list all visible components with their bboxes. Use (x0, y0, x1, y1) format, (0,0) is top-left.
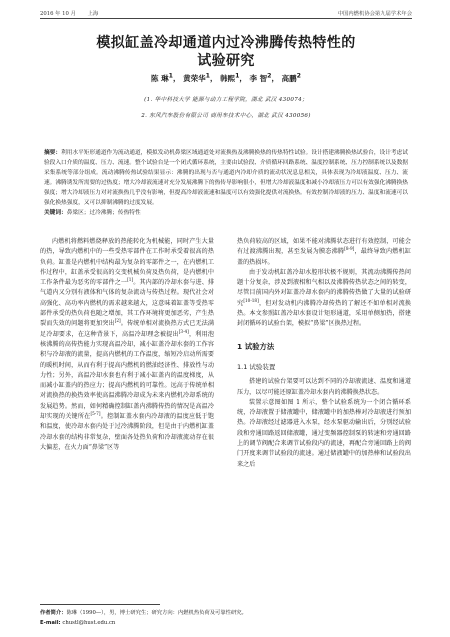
affiliation-1: (1. 华中科技大学 能源与动力工程学院，湖北 武汉 430074； (144, 97, 308, 103)
abstract-text: 利用水平矩形通道作为流动通道，模拟发动机鼻梁区域通道处对流换热及沸腾换热的传热特性试验。设计搭建沸腾换热试验台，设计考虑试验段入口介质的温度、压力、流速。整个试验台是一个闭式循环系统，主要由试验段、介质循环回路系统、温度控制系统、压力控制系统以及数据采集系统等部分组成。流动沸腾传热试验结果显示：沸腾的出现与否与通道内冷却介质的流动状况息息相关，具体表现为冷却液温度、压力、流速。沸腾诱发所需要的过热度；增大冷却液流速对充分发展沸腾下的热传导影响很小，但增大冷却液温度和减小冷却液压力可以有效强化沸腾换热强度；增大冷却液压力对对流换热几乎没有影响，但提高冷却液流速和温度可以有效强化提供对流换热。有效控制冷却液的压力、温度和流速可以强化换热强度，又可以抑制沸腾的过度发展。 (44, 150, 408, 206)
keywords-label: 关键词： (44, 210, 67, 216)
author: 李 智$^2$ (249, 72, 272, 83)
body-column-left (40, 237, 214, 453)
author-list: 陈 琳$^1$， 黄荣华$^1$， 韩熙$^1$， 李 智$^2$， 高鹏$^2$ (150, 72, 302, 83)
email-label: E-mail: (40, 620, 61, 626)
keywords-text: 鼻梁区；过冷沸腾；传热特性 (66, 210, 141, 216)
body-paragraph: 装置示意图如图 1 所示，整个试验系统为一个闭合循环系统，冷却液置于储液罐中，储液罐中的加热棒对冷却液进行预加热。冷却液经过滤器进入水泵，经水泵驱动输出后，分别经试验段和旁通回路返回储液罐，通过变频器控制泵的转速和旁通回路上的调节阀配合来调节试验段内的流速，再配合旁通回路上的阀门开度来调节试验段的流速。通过储液罐中的加热棒和试验段出来之后 (237, 398, 411, 468)
author: 高鹏$^2$ (281, 72, 302, 83)
title-line-2: 试验研究 (197, 53, 255, 69)
header-proceedings: 中国内燃机协会第九届学术年会 (337, 11, 412, 17)
footnote-rule (40, 604, 160, 605)
keywords (44, 207, 408, 216)
author-footnote: 作者简介：陈琳（1990—），男，博士研究生；研究方向：内燃机热负荷及可靠性研究。 (40, 610, 247, 616)
email-address: chustl@hust.edu.cn (62, 620, 116, 626)
running-header (40, 9, 412, 17)
header-rule (40, 18, 412, 19)
section-heading: 1 试验方法 (237, 341, 275, 351)
header-city: 上海 (87, 11, 99, 17)
body-paragraph: 由于发动机缸盖冷却水腔形状极不规则，其流动沸腾传热问题十分复杂，涉及到液相和气相以及沸腾传热状态之间的转变，尽管目前国内外对缸盖冷却水套内的沸腾传热做了大量的试验研究[10-18]，但对发动机内沸腾冷却传热的了解还不如单相对流换热。本文参照缸盖冷却水套设计矩形通道，采用单侧加热，搭建封闭循环的试验台架，模拟“鼻梁”区换热过程。 (237, 268, 412, 328)
body-paragraph: 内燃机将燃料燃烧释放的热能转化为机械能，同时产生大量的热，导致内燃机中的一些受热零部件在工作时承受着很高的热负荷。缸盖是内燃机中结构最为复杂的零部件之一，在内燃机工作过程中，缸盖承受很高的交变机械负荷及热负荷，是内燃机中工作条件最为恶劣的零部件之一[1]。其内部的冷却水套与进、排气道内又分别有液体和气体的复杂流动与传热过程。现代社会对高强化、高功率内燃机的需求越来越大，这意味着缸盖等受热零部件承受的热负荷也随之增加，其工作环境将更加恶劣，产生热裂而失效的问题将更加突出[2]。传统单相对流换热方式已无法满足冷却要求，在这种背景下，高温冷却理念被提出[3-4]，利用泡核沸腾的高传热能力实现高温冷却，减小缸盖冷却水套的工作容积与冷却液的流量，提高内燃机的工作温度，缩短冷启动所需要的暖机时间，从而有利于提高内燃机的燃油经济性、排放性与动力性；另外，高温冷却水套也有利于减小缸盖内的温度梯度，从而减小缸盖内的热应力；提高内燃机的可靠性。远高于传统单相对流换热的换热效率使高温沸腾冷却成为未来内燃机冷却系统的发展趋势。然而，如何精确控制缸盖内沸腾传热的情况是高温冷却实现的关键所在[5-7]。控制缸盖水套内冷却液的温度应低于饱和温度，使冷却水套内处于过冷沸腾阶段，但是由于内燃机缸盖冷却水套的结构非常复杂，壁面各处热负荷和冷却液流动存在很大偏差，在火力面“鼻梁”区等 (40, 238, 215, 451)
body-paragraph: 热负荷较高的区域，如果不能对沸腾状态进行有效控制，可能会有过渡沸腾出现，甚至发展为膜态沸腾[8-9]，最终导致内燃机缸盖的热损坏。 (237, 238, 412, 266)
author: 陈 琳$^1$ (150, 72, 173, 83)
affiliation-2: 2. 东风汽车股份有限公司 商用车技术中心，湖北 武汉 430056) (141, 113, 311, 119)
author: 韩熙$^1$ (220, 72, 240, 83)
body-paragraph: 搭建的试验台架要可以达到不同的冷却液流速、温度和通道压力，以尽可能还原缸盖冷却水套内的沸腾换热状态。 (237, 378, 411, 396)
author: 黄荣华$^1$ (183, 72, 210, 83)
title-line-1: 模拟缸盖冷却通道内过冷沸腾传热特性的 (96, 35, 356, 51)
footnote-label: 作者简介： (40, 610, 67, 616)
header-date: 2016 年 10 月 (40, 11, 76, 17)
email-footnote (40, 619, 412, 627)
abstract (44, 148, 408, 208)
subsection-heading: 1.1 试验装置 (237, 362, 276, 371)
body-column-right (237, 237, 411, 470)
abstract-label: 摘要： (44, 150, 62, 156)
paper-title (40, 34, 412, 70)
